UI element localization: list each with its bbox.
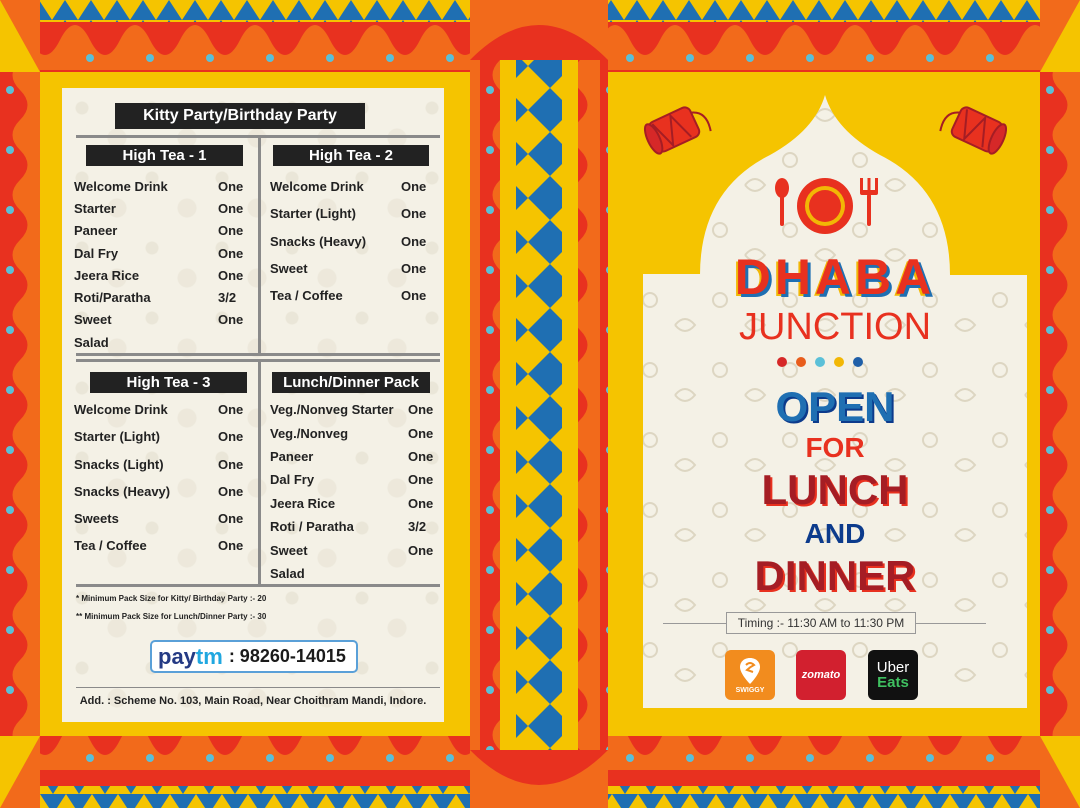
menu-item: Snacks (Heavy)	[74, 484, 171, 499]
menu-item: Roti / Paratha	[270, 519, 354, 534]
menu-item-qty: One	[408, 496, 434, 511]
menu-item-qty: One	[218, 312, 244, 327]
menu-item-qty: One	[218, 402, 244, 417]
paytm-logo-tm: tm	[195, 643, 223, 669]
swiggy-icon	[738, 657, 762, 685]
menu-item: Welcome Drink	[74, 402, 168, 417]
menu-item-qty: One	[218, 429, 244, 444]
section-title-high-tea-2: High Tea - 2	[273, 145, 429, 166]
menu-item: Roti/Paratha	[74, 290, 151, 305]
menu-item: Welcome Drink	[270, 179, 364, 194]
menu-item: Sweet	[270, 261, 308, 276]
dhol-drum-icon	[638, 100, 718, 165]
menu-item: Veg./Nonveg	[270, 426, 349, 441]
menu-item: Sweets	[74, 511, 119, 526]
headline-lunch: LUNCH	[761, 466, 909, 513]
fork-icon	[858, 178, 880, 228]
brand-dots	[775, 355, 871, 369]
menu-item: Jeera Rice	[74, 268, 140, 283]
menu-panel	[62, 88, 444, 722]
menu-item: Veg./Nonveg Starter	[270, 402, 394, 417]
menu-item-qty: One	[408, 426, 434, 441]
timing-label: Timing :- 11:30 AM to 11:30 PM	[726, 612, 916, 634]
menu-item-qty: One	[218, 457, 244, 472]
headline-open: OPEN	[775, 383, 895, 430]
paytm-number: : 98260-14015	[228, 646, 346, 666]
menu-item: Salad	[74, 335, 109, 350]
divider	[258, 135, 261, 355]
menu-item-qty: 3/2	[408, 519, 427, 534]
menu-item-qty: One	[408, 449, 434, 464]
menu-item-qty: One	[218, 538, 244, 553]
note-lunch-pack-size: ** Minimum Pack Size for Lunch/Dinner Party :- 30	[76, 612, 267, 621]
brand-name-junction: JUNCTION	[738, 306, 932, 348]
note-kitty-pack-size: * Minimum Pack Size for Kitty/ Birthday Party :- 20	[76, 594, 267, 603]
swiggy-label: SWIGGY	[735, 686, 765, 694]
menu-title: Kitty Party/Birthday Party	[115, 103, 365, 129]
menu-item: Snacks (Light)	[74, 457, 164, 472]
menu-item: Snacks (Heavy)	[270, 234, 367, 249]
divider	[258, 359, 261, 585]
menu-item: Paneer	[270, 449, 314, 464]
zomato-badge[interactable]	[796, 650, 846, 700]
divider	[916, 623, 986, 624]
spoon-icon	[773, 178, 791, 228]
menu-item: Starter (Light)	[270, 206, 356, 221]
swiggy-badge[interactable]	[725, 650, 775, 700]
menu-item: Sweet	[270, 543, 308, 558]
headline-for: FOR	[805, 432, 865, 463]
uber-eats-label-top: Uber	[876, 659, 910, 676]
menu-item: Tea / Coffee	[270, 288, 343, 303]
menu-item: Jeera Rice	[270, 496, 336, 511]
address: Add. : Scheme No. 103, Main Road, Near Choithram Mandi, Indore.	[79, 695, 427, 707]
menu-item-qty: One	[218, 511, 244, 526]
menu-item-qty: One	[218, 223, 244, 238]
headline-dinner: DINNER	[754, 552, 916, 599]
uber-eats-badge[interactable]	[868, 650, 918, 700]
menu-item-qty: One	[408, 543, 434, 558]
divider	[76, 687, 440, 688]
brand-name-dhaba: DHABA	[734, 249, 936, 305]
menu-item-qty: One	[401, 261, 427, 276]
menu-item-qty: One	[218, 179, 244, 194]
divider	[663, 623, 726, 624]
section-title-lunch-dinner-pack: Lunch/Dinner Pack	[272, 372, 430, 393]
menu-item: Sweet	[74, 312, 112, 327]
divider	[76, 584, 440, 587]
section-title-high-tea-1: High Tea - 1	[86, 145, 243, 166]
menu-item-qty: One	[408, 472, 434, 487]
section-title-high-tea-3: High Tea - 3	[90, 372, 247, 393]
promo-panel	[643, 88, 1027, 708]
menu-item-qty: One	[218, 268, 244, 283]
menu-item-qty: One	[401, 288, 427, 303]
menu-item: Salad	[270, 566, 305, 581]
menu-item-qty: One	[401, 234, 427, 249]
menu-item: Starter (Light)	[74, 429, 160, 444]
headline-and: AND	[804, 518, 866, 549]
menu-item-qty: One	[401, 206, 427, 221]
menu-item: Starter	[74, 201, 116, 216]
menu-item-qty: 3/2	[218, 290, 237, 305]
dhol-drum-icon	[933, 100, 1013, 165]
paytm-logo-pay: pay	[158, 643, 196, 669]
menu-item-qty: One	[401, 179, 427, 194]
menu-item: Dal Fry	[270, 472, 315, 487]
plate-icon	[795, 176, 855, 236]
menu-item-qty: One	[218, 484, 244, 499]
menu-item: Welcome Drink	[74, 179, 168, 194]
paytm-badge	[150, 640, 358, 673]
menu-item: Paneer	[74, 223, 118, 238]
menu-item-qty: One	[218, 246, 244, 261]
menu-item: Dal Fry	[74, 246, 119, 261]
divider	[76, 353, 440, 356]
uber-eats-label-bottom: Eats	[877, 674, 909, 691]
menu-item-qty: One	[408, 402, 434, 417]
menu-item-qty: One	[218, 201, 244, 216]
zomato-label: zomato	[801, 669, 841, 681]
menu-item: Tea / Coffee	[74, 538, 147, 553]
